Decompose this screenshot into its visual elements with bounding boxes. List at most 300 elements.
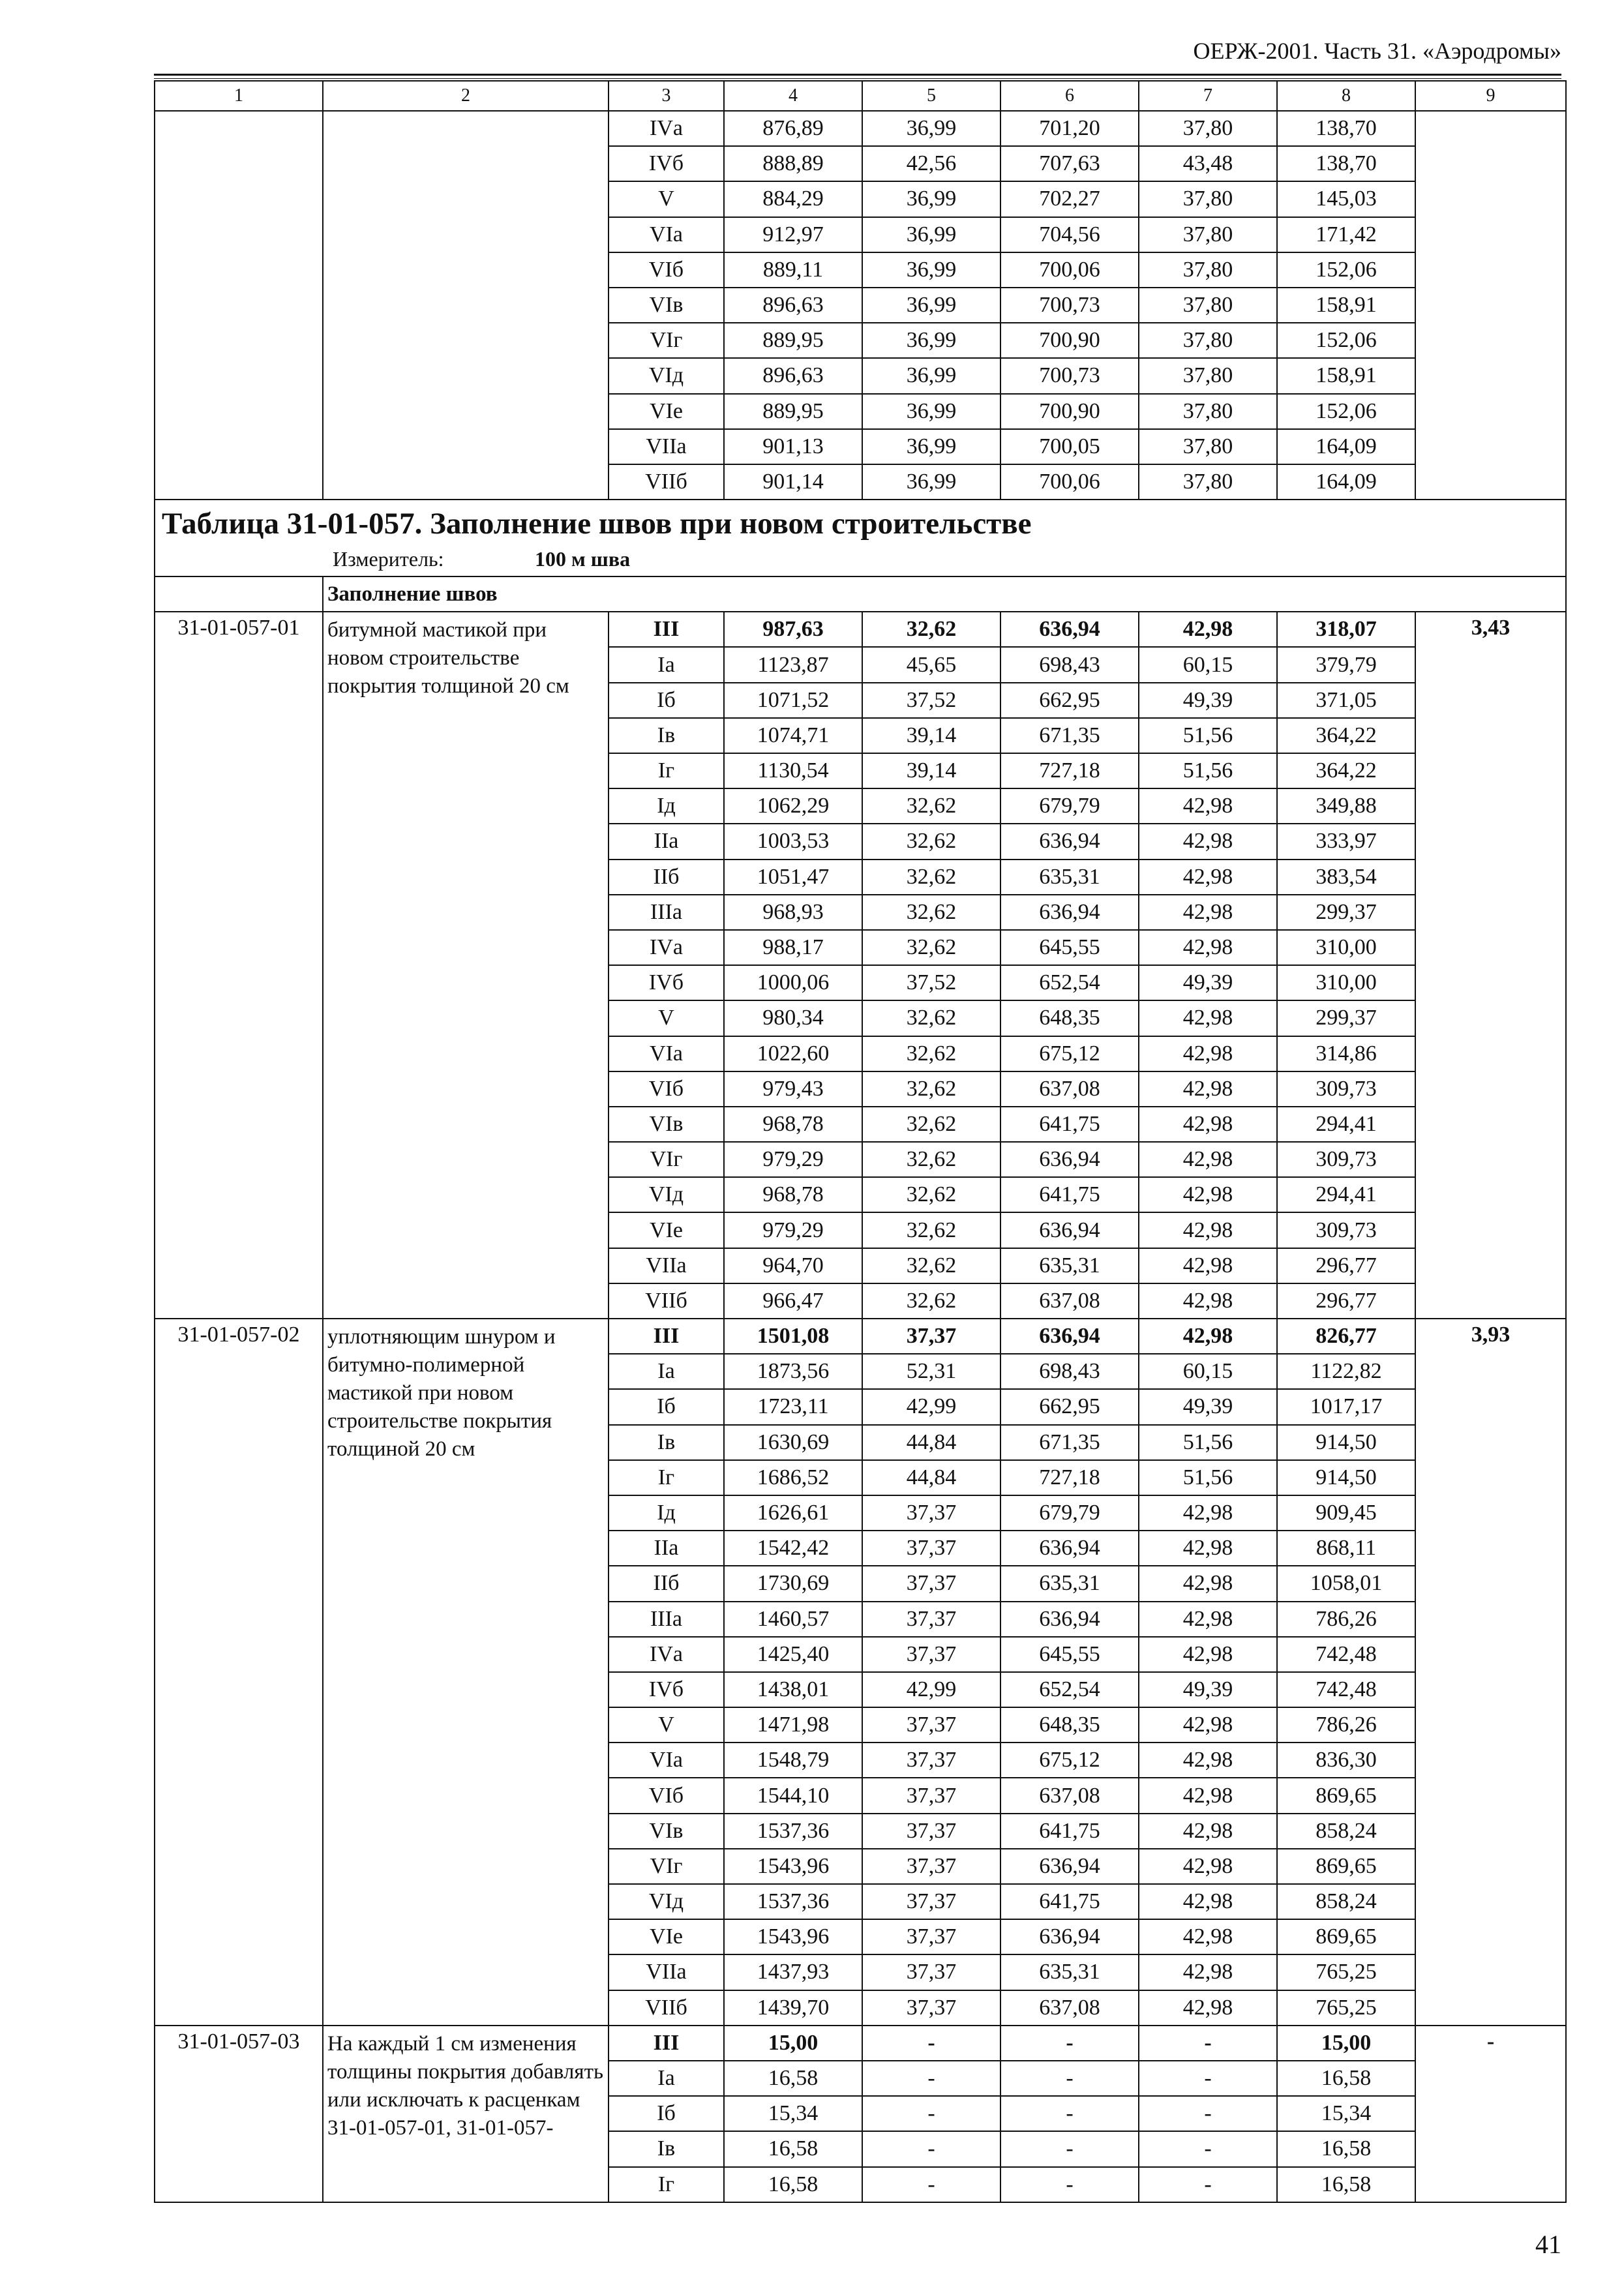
zone-cell: VIIа [609, 1248, 724, 1283]
driver-wage-cell: - [1139, 2131, 1277, 2166]
driver-wage-cell: 49,39 [1139, 965, 1277, 1000]
worker-wage-cell: 37,37 [862, 1919, 1000, 1954]
zone-cell: Iб [609, 683, 724, 718]
zone-cell: VIг [609, 323, 724, 358]
direct-cost-cell: 896,63 [724, 288, 862, 323]
material-cost-cell: 152,06 [1277, 323, 1415, 358]
driver-wage-cell: 37,80 [1139, 323, 1277, 358]
machine-cost-cell: 648,35 [1000, 1707, 1139, 1743]
zone-cell: VIе [609, 394, 724, 429]
direct-cost-cell: 1630,69 [724, 1425, 862, 1460]
material-cost-cell: 16,58 [1277, 2131, 1415, 2166]
zone-cell: VIб [609, 252, 724, 288]
driver-wage-cell: 42,98 [1139, 1814, 1277, 1849]
machine-cost-cell: 636,94 [1000, 895, 1139, 930]
material-cost-cell: 309,73 [1277, 1212, 1415, 1248]
driver-wage-cell: 42,98 [1139, 1884, 1277, 1919]
driver-wage-cell: 42,98 [1139, 1602, 1277, 1637]
column-number: 2 [323, 81, 609, 111]
driver-wage-cell: 37,80 [1139, 464, 1277, 500]
table-row [155, 111, 1566, 146]
zone-cell: Iд [609, 1495, 724, 1531]
material-cost-cell: 152,06 [1277, 252, 1415, 288]
worker-wage-cell: 32,62 [862, 930, 1000, 965]
direct-cost-cell: 16,58 [724, 2061, 862, 2096]
driver-wage-cell: 37,80 [1139, 111, 1277, 146]
labor-cell: - [1415, 2026, 1566, 2202]
machine-cost-cell: 645,55 [1000, 930, 1139, 965]
material-cost-cell: 164,09 [1277, 464, 1415, 500]
zone-cell: Iв [609, 1425, 724, 1460]
machine-cost-cell: 637,08 [1000, 1990, 1139, 2026]
material-cost-cell: 742,48 [1277, 1672, 1415, 1707]
worker-wage-cell: 37,37 [862, 1531, 1000, 1566]
machine-cost-cell: 652,54 [1000, 1672, 1139, 1707]
table-title: Таблица 31-01-057. Заполнение швов при новом строительстве [162, 507, 1032, 541]
worker-wage-cell: 32,62 [862, 1000, 1000, 1036]
direct-cost-cell: 912,97 [724, 217, 862, 252]
material-cost-cell: 371,05 [1277, 683, 1415, 718]
machine-cost-cell: - [1000, 2131, 1139, 2166]
section-row [155, 576, 1566, 612]
driver-wage-cell: 51,56 [1139, 718, 1277, 753]
driver-wage-cell: 42,98 [1139, 1036, 1277, 1071]
direct-cost-cell: 1626,61 [724, 1495, 862, 1531]
material-cost-cell: 869,65 [1277, 1919, 1415, 1954]
driver-wage-cell: 42,98 [1139, 1531, 1277, 1566]
machine-cost-cell: 700,90 [1000, 394, 1139, 429]
driver-wage-cell: 42,98 [1139, 1319, 1277, 1354]
driver-wage-cell: 37,80 [1139, 252, 1277, 288]
material-cost-cell: 171,42 [1277, 217, 1415, 252]
machine-cost-cell: 636,94 [1000, 1212, 1139, 1248]
machine-cost-cell: 679,79 [1000, 788, 1139, 824]
table-title-row [155, 500, 1566, 576]
direct-cost-cell: 1062,29 [724, 788, 862, 824]
direct-cost-cell: 1438,01 [724, 1672, 862, 1707]
worker-wage-cell: 44,84 [862, 1460, 1000, 1495]
driver-wage-cell: - [1139, 2096, 1277, 2131]
rates-table [154, 80, 1567, 2203]
machine-cost-cell: 637,08 [1000, 1071, 1139, 1107]
material-cost-cell: 349,88 [1277, 788, 1415, 824]
material-cost-cell: 826,77 [1277, 1319, 1415, 1354]
machine-cost-cell: 675,12 [1000, 1743, 1139, 1778]
zone-cell: IIа [609, 1531, 724, 1566]
zone-cell: VIд [609, 358, 724, 393]
direct-cost-cell: 987,63 [724, 612, 862, 647]
worker-wage-cell: 36,99 [862, 323, 1000, 358]
worker-wage-cell: 36,99 [862, 464, 1000, 500]
driver-wage-cell: 60,15 [1139, 1354, 1277, 1389]
worker-wage-cell: 39,14 [862, 753, 1000, 788]
material-cost-cell: 858,24 [1277, 1814, 1415, 1849]
column-number: 5 [862, 81, 1000, 111]
driver-wage-cell: 49,39 [1139, 683, 1277, 718]
zone-cell: IIб [609, 860, 724, 895]
machine-cost-cell: 641,75 [1000, 1884, 1139, 1919]
worker-wage-cell: 42,56 [862, 146, 1000, 181]
zone-cell: VIг [609, 1849, 724, 1884]
zone-cell: Iб [609, 2096, 724, 2131]
driver-wage-cell: 42,98 [1139, 1566, 1277, 1601]
direct-cost-cell: 896,63 [724, 358, 862, 393]
column-number: 6 [1000, 81, 1139, 111]
meter-label: Измеритель: [333, 547, 444, 571]
zone-cell: Iа [609, 647, 724, 682]
zone-cell: VIа [609, 1743, 724, 1778]
machine-cost-cell: 636,94 [1000, 1142, 1139, 1177]
driver-wage-cell: - [1139, 2167, 1277, 2202]
material-cost-cell: 138,70 [1277, 111, 1415, 146]
worker-wage-cell: 32,62 [862, 612, 1000, 647]
zone-cell: Iг [609, 1460, 724, 1495]
worker-wage-cell: 37,52 [862, 965, 1000, 1000]
machine-cost-cell: 700,05 [1000, 429, 1139, 464]
machine-cost-cell: 635,31 [1000, 1248, 1139, 1283]
direct-cost-cell: 16,58 [724, 2131, 862, 2166]
material-cost-cell: 364,22 [1277, 718, 1415, 753]
direct-cost-cell: 884,29 [724, 181, 862, 217]
machine-cost-cell: 700,06 [1000, 252, 1139, 288]
section-code-cell [155, 576, 323, 612]
driver-wage-cell: - [1139, 2061, 1277, 2096]
labor-cell [1415, 111, 1566, 500]
worker-wage-cell: 37,37 [862, 1743, 1000, 1778]
driver-wage-cell: 42,98 [1139, 1743, 1277, 1778]
labor-cell: 3,93 [1415, 1319, 1566, 2026]
running-header: ОЕРЖ-2001. Часть 31. «Аэродромы» [1193, 38, 1561, 64]
zone-cell: VIIб [609, 464, 724, 500]
meter-value: 100 м шва [535, 547, 631, 571]
worker-wage-cell: 32,62 [862, 1071, 1000, 1107]
zone-cell: VIе [609, 1919, 724, 1954]
zone-cell: IVа [609, 1637, 724, 1672]
machine-cost-cell: 700,06 [1000, 464, 1139, 500]
material-cost-cell: 869,65 [1277, 1849, 1415, 1884]
driver-wage-cell: 37,80 [1139, 181, 1277, 217]
zone-cell: VIг [609, 1142, 724, 1177]
worker-wage-cell: 37,37 [862, 1778, 1000, 1813]
zone-cell: IVа [609, 111, 724, 146]
machine-cost-cell: 679,79 [1000, 1495, 1139, 1531]
zone-cell: Iа [609, 2061, 724, 2096]
material-cost-cell: 309,73 [1277, 1071, 1415, 1107]
zone-cell: Iв [609, 718, 724, 753]
worker-wage-cell: 52,31 [862, 1354, 1000, 1389]
worker-wage-cell: 42,99 [862, 1389, 1000, 1424]
worker-wage-cell: 37,37 [862, 1707, 1000, 1743]
header-rule-thin [154, 78, 1561, 79]
direct-cost-cell: 1130,54 [724, 753, 862, 788]
rate-code: 31-01-057-01 [155, 612, 323, 1319]
driver-wage-cell: 42,98 [1139, 1177, 1277, 1212]
direct-cost-cell: 1730,69 [724, 1566, 862, 1601]
worker-wage-cell: 32,62 [862, 1212, 1000, 1248]
material-cost-cell: 296,77 [1277, 1248, 1415, 1283]
zone-cell: VIб [609, 1778, 724, 1813]
column-number-row [155, 81, 1566, 111]
machine-cost-cell: 635,31 [1000, 1954, 1139, 1990]
material-cost-cell: 379,79 [1277, 647, 1415, 682]
table-row [155, 1319, 1566, 1354]
labor-cell: 3,43 [1415, 612, 1566, 1319]
material-cost-cell: 318,07 [1277, 612, 1415, 647]
machine-cost-cell: 698,43 [1000, 647, 1139, 682]
material-cost-cell: 1122,82 [1277, 1354, 1415, 1389]
driver-wage-cell: 42,98 [1139, 1707, 1277, 1743]
worker-wage-cell: 32,62 [862, 895, 1000, 930]
driver-wage-cell: 42,98 [1139, 1283, 1277, 1319]
machine-cost-cell: 700,73 [1000, 288, 1139, 323]
direct-cost-cell: 1542,42 [724, 1531, 862, 1566]
material-cost-cell: 294,41 [1277, 1177, 1415, 1212]
worker-wage-cell: 37,37 [862, 1990, 1000, 2026]
material-cost-cell: 1017,17 [1277, 1389, 1415, 1424]
driver-wage-cell: 42,98 [1139, 930, 1277, 965]
direct-cost-cell: 1123,87 [724, 647, 862, 682]
direct-cost-cell: 1437,93 [724, 1954, 862, 1990]
machine-cost-cell: 636,94 [1000, 1849, 1139, 1884]
material-cost-cell: 364,22 [1277, 753, 1415, 788]
machine-cost-cell: 636,94 [1000, 612, 1139, 647]
worker-wage-cell: 32,62 [862, 1283, 1000, 1319]
direct-cost-cell: 980,34 [724, 1000, 862, 1036]
zone-cell: IVб [609, 146, 724, 181]
material-cost-cell: 16,58 [1277, 2167, 1415, 2202]
zone-cell: VIв [609, 1814, 724, 1849]
machine-cost-cell: - [1000, 2167, 1139, 2202]
worker-wage-cell: 37,37 [862, 1814, 1000, 1849]
zone-cell: Iг [609, 2167, 724, 2202]
zone-cell: VIд [609, 1884, 724, 1919]
machine-cost-cell: 698,43 [1000, 1354, 1139, 1389]
machine-cost-cell: 727,18 [1000, 753, 1139, 788]
material-cost-cell: 309,73 [1277, 1142, 1415, 1177]
zone-cell: VIа [609, 1036, 724, 1071]
driver-wage-cell: 42,98 [1139, 612, 1277, 647]
direct-cost-cell: 901,13 [724, 429, 862, 464]
material-cost-cell: 742,48 [1277, 1637, 1415, 1672]
driver-wage-cell: 42,98 [1139, 1107, 1277, 1142]
direct-cost-cell: 1425,40 [724, 1637, 862, 1672]
direct-cost-cell: 1543,96 [724, 1849, 862, 1884]
direct-cost-cell: 1543,96 [724, 1919, 862, 1954]
driver-wage-cell: 42,98 [1139, 1778, 1277, 1813]
worker-wage-cell: 45,65 [862, 647, 1000, 682]
material-cost-cell: 786,26 [1277, 1707, 1415, 1743]
driver-wage-cell: 43,48 [1139, 146, 1277, 181]
worker-wage-cell: 37,37 [862, 1495, 1000, 1531]
material-cost-cell: 310,00 [1277, 965, 1415, 1000]
zone-cell: IVб [609, 965, 724, 1000]
zone-cell: VIв [609, 288, 724, 323]
direct-cost-cell: 1074,71 [724, 718, 862, 753]
worker-wage-cell: 32,62 [862, 1248, 1000, 1283]
worker-wage-cell: 36,99 [862, 217, 1000, 252]
table-title-cell [155, 500, 1566, 576]
direct-cost-cell: 15,34 [724, 2096, 862, 2131]
driver-wage-cell: 37,80 [1139, 358, 1277, 393]
material-cost-cell: 145,03 [1277, 181, 1415, 217]
table-row [155, 2026, 1566, 2061]
header-rule [154, 74, 1561, 76]
zone-cell: Iд [609, 788, 724, 824]
zone-cell: VIIа [609, 1954, 724, 1990]
worker-wage-cell: 42,99 [862, 1672, 1000, 1707]
worker-wage-cell: 36,99 [862, 252, 1000, 288]
machine-cost-cell: 700,73 [1000, 358, 1139, 393]
rate-description: уплотняющим шнуром и битумно-полимерной мастикой при новом строительстве покрытия толщиной 20 см [323, 1319, 609, 2026]
driver-wage-cell: 42,98 [1139, 1954, 1277, 1990]
material-cost-cell: 294,41 [1277, 1107, 1415, 1142]
driver-wage-cell: 42,98 [1139, 1495, 1277, 1531]
machine-cost-cell: 662,95 [1000, 1389, 1139, 1424]
driver-wage-cell: 42,98 [1139, 788, 1277, 824]
direct-cost-cell: 966,47 [724, 1283, 862, 1319]
material-cost-cell: 914,50 [1277, 1460, 1415, 1495]
machine-cost-cell: - [1000, 2026, 1139, 2061]
driver-wage-cell: 42,98 [1139, 860, 1277, 895]
meter-line [162, 546, 1559, 572]
column-number: 8 [1277, 81, 1415, 111]
rate-description: битумной мастикой при новом строительстве покрытия толщиной 20 см [323, 612, 609, 1319]
worker-wage-cell: - [862, 2131, 1000, 2166]
direct-cost-cell: 15,00 [724, 2026, 862, 2061]
material-cost-cell: 310,00 [1277, 930, 1415, 965]
direct-cost-cell: 1873,56 [724, 1354, 862, 1389]
rate-code: 31-01-057-03 [155, 2026, 323, 2202]
machine-cost-cell: 636,94 [1000, 1319, 1139, 1354]
worker-wage-cell: - [862, 2061, 1000, 2096]
direct-cost-cell: 901,14 [724, 464, 862, 500]
zone-cell: III [609, 2026, 724, 2061]
zone-cell: IIа [609, 824, 724, 859]
driver-wage-cell: 51,56 [1139, 753, 1277, 788]
machine-cost-cell: 652,54 [1000, 965, 1139, 1000]
zone-cell: VIа [609, 217, 724, 252]
material-cost-cell: 914,50 [1277, 1425, 1415, 1460]
direct-cost-cell: 968,78 [724, 1177, 862, 1212]
machine-cost-cell: 671,35 [1000, 1425, 1139, 1460]
zone-cell: III [609, 1319, 724, 1354]
driver-wage-cell: 51,56 [1139, 1425, 1277, 1460]
direct-cost-cell: 1051,47 [724, 860, 862, 895]
direct-cost-cell: 1723,11 [724, 1389, 862, 1424]
worker-wage-cell: 37,52 [862, 683, 1000, 718]
column-number: 3 [609, 81, 724, 111]
material-cost-cell: 383,54 [1277, 860, 1415, 895]
direct-cost-cell: 1471,98 [724, 1707, 862, 1743]
machine-cost-cell: 707,63 [1000, 146, 1139, 181]
worker-wage-cell: 44,84 [862, 1425, 1000, 1460]
zone-cell: VIб [609, 1071, 724, 1107]
material-cost-cell: 299,37 [1277, 895, 1415, 930]
material-cost-cell: 836,30 [1277, 1743, 1415, 1778]
worker-wage-cell: 36,99 [862, 288, 1000, 323]
direct-cost-cell: 1548,79 [724, 1743, 862, 1778]
machine-cost-cell: 636,94 [1000, 824, 1139, 859]
direct-cost-cell: 1000,06 [724, 965, 862, 1000]
zone-cell: Iг [609, 753, 724, 788]
material-cost-cell: 858,24 [1277, 1884, 1415, 1919]
worker-wage-cell: 36,99 [862, 181, 1000, 217]
zone-cell: IIIа [609, 1602, 724, 1637]
material-cost-cell: 868,11 [1277, 1531, 1415, 1566]
direct-cost-cell: 968,78 [724, 1107, 862, 1142]
direct-cost-cell: 979,29 [724, 1142, 862, 1177]
code-cell [155, 111, 323, 500]
machine-cost-cell: 637,08 [1000, 1283, 1139, 1319]
machine-cost-cell: 662,95 [1000, 683, 1139, 718]
direct-cost-cell: 889,11 [724, 252, 862, 288]
driver-wage-cell: 42,98 [1139, 1919, 1277, 1954]
worker-wage-cell: 32,62 [862, 1142, 1000, 1177]
direct-cost-cell: 889,95 [724, 323, 862, 358]
driver-wage-cell: 42,98 [1139, 1212, 1277, 1248]
zone-cell: V [609, 181, 724, 217]
material-cost-cell: 15,34 [1277, 2096, 1415, 2131]
material-cost-cell: 158,91 [1277, 358, 1415, 393]
driver-wage-cell: 42,98 [1139, 1990, 1277, 2026]
driver-wage-cell: 37,80 [1139, 288, 1277, 323]
machine-cost-cell: 645,55 [1000, 1637, 1139, 1672]
worker-wage-cell: - [862, 2096, 1000, 2131]
material-cost-cell: 333,97 [1277, 824, 1415, 859]
material-cost-cell: 296,77 [1277, 1283, 1415, 1319]
material-cost-cell: 1058,01 [1277, 1566, 1415, 1601]
material-cost-cell: 15,00 [1277, 2026, 1415, 2061]
worker-wage-cell: 37,37 [862, 1884, 1000, 1919]
driver-wage-cell: 42,98 [1139, 824, 1277, 859]
driver-wage-cell: 42,98 [1139, 1248, 1277, 1283]
driver-wage-cell: 37,80 [1139, 429, 1277, 464]
direct-cost-cell: 1537,36 [724, 1884, 862, 1919]
zone-cell: VIд [609, 1177, 724, 1212]
direct-cost-cell: 1501,08 [724, 1319, 862, 1354]
machine-cost-cell: 671,35 [1000, 718, 1139, 753]
material-cost-cell: 138,70 [1277, 146, 1415, 181]
machine-cost-cell: 635,31 [1000, 1566, 1139, 1601]
worker-wage-cell: 37,37 [862, 1954, 1000, 1990]
driver-wage-cell: 42,98 [1139, 1071, 1277, 1107]
worker-wage-cell: 37,37 [862, 1637, 1000, 1672]
zone-cell: Iв [609, 2131, 724, 2166]
driver-wage-cell: 51,56 [1139, 1460, 1277, 1495]
zone-cell: Iа [609, 1354, 724, 1389]
driver-wage-cell: 42,98 [1139, 1637, 1277, 1672]
material-cost-cell: 164,09 [1277, 429, 1415, 464]
worker-wage-cell: 32,62 [862, 860, 1000, 895]
direct-cost-cell: 16,58 [724, 2167, 862, 2202]
zone-cell: Iб [609, 1389, 724, 1424]
direct-cost-cell: 889,95 [724, 394, 862, 429]
direct-cost-cell: 988,17 [724, 930, 862, 965]
material-cost-cell: 786,26 [1277, 1602, 1415, 1637]
direct-cost-cell: 888,89 [724, 146, 862, 181]
driver-wage-cell: 60,15 [1139, 647, 1277, 682]
zone-cell: VIе [609, 1212, 724, 1248]
worker-wage-cell: 37,37 [862, 1602, 1000, 1637]
zone-cell: VIIб [609, 1283, 724, 1319]
table-row [155, 612, 1566, 647]
direct-cost-cell: 964,70 [724, 1248, 862, 1283]
worker-wage-cell: 37,37 [862, 1319, 1000, 1354]
direct-cost-cell: 979,43 [724, 1071, 862, 1107]
page-number: 41 [1535, 2230, 1561, 2259]
worker-wage-cell: 36,99 [862, 358, 1000, 393]
driver-wage-cell: 42,98 [1139, 1849, 1277, 1884]
